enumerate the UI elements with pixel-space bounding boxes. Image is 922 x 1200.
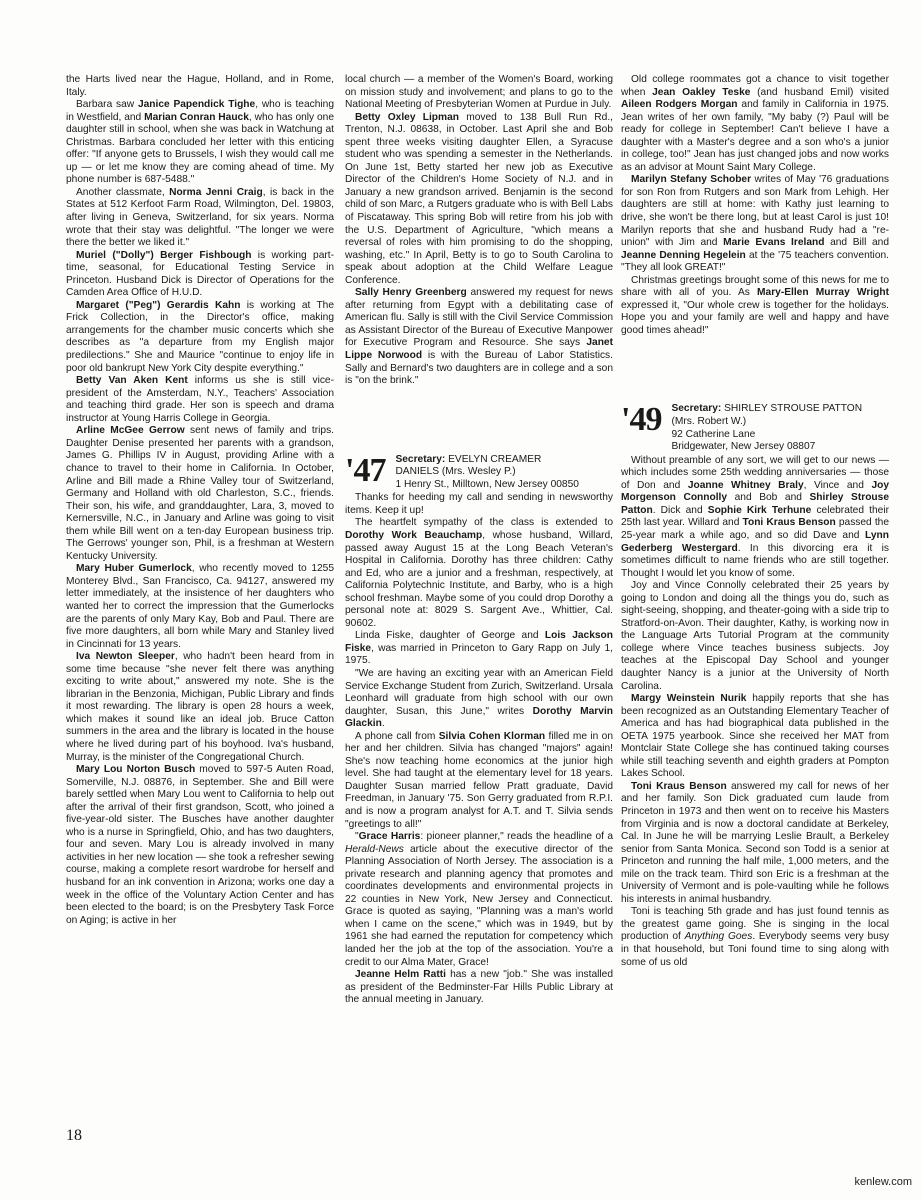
- paragraph: Thanks for heeding my call and sending in newsworthy items. Keep it up!: [345, 492, 613, 516]
- paragraph: A phone call from Silvia Cohen Klorman filled me in on her and her children. Silvia has changed "majors" again! She's now teaching home economics at the junior high level. She had taught at the elementary level for 18 years. Daughter Susan married fellow Pratt graduate, David Freedman, in January '75. Son Gerry graduated from R.P.I. and is now a program analyst for A.T. and T. Silvia sends "greetings to all!": [345, 730, 613, 830]
- column-3-top-text: [621, 74, 889, 337]
- class-47-header: [345, 451, 613, 492]
- paragraph: "Grace Harris: pioneer planner," reads the headline of a Herald-News article about the executive director of the Planning Association of North Jersey. The association is a private research and planning agency that promotes and coordinates developments and environmental projects in 22 counties in New York, New Jersey and Connecticut. Grace is quoted as saying, "Planning was a man's world when I came on the scene," which was in 1949, but by 1961 she had earned the reputation for competency which landed her the job at the top of the association. You're a credit to our Alma Mater, Grace!: [345, 831, 613, 968]
- paragraph: Margaret ("Peg") Gerardis Kahn is working at The Frick Collection, in the Director's office, making arrangements for the chamber music concerts which she describes as "a departure from my English major predilections." She and Maurice "continue to enjoy life in poor old bankrupt New York City despite everything.": [66, 299, 334, 374]
- paragraph: Christmas greetings brought some of this news for me to share with all of you. As Mary-Ellen Murray Wright expressed it, "Our whole crew is together for the holidays. Hope you and your family are well and happy and have good times ahead!": [621, 274, 889, 336]
- paragraph: Old college roommates got a chance to visit together when Jean Oakley Teske (and husband Emil) visited Aileen Rodgers Morgan and family in California in 1975. Jean writes of her own family, "My baby (?) Paul will be ready for college in September! Can't believe I have a daughter with a Master's degree and a son who's a junior in college, too!" Jean has just changed jobs and now works as an advisor at Mount Saint Mary College.: [621, 74, 889, 173]
- paragraph: Arline McGee Gerrow sent news of family and trips. Daughter Denise presented her parents with a grandson, James G. Phillips IV in August, providing Arline with a chance to travel to their home in California. In October, Arline and Bill made a Rhine Valley tour of Switzerland, Germany and Holland with old Charleston, S.C., friends. Their son, his wife, and granddaughter, Lara, 3, moved to Kernersville, N.C., in January and Arline was going to visit them while Bill went on a ten-day European business trip. The Gerrows' younger son, Phil, is a freshman at Western Kentucky University.: [66, 425, 334, 562]
- secretary-line-2: DANIELS (Mrs. Wesley P.): [395, 466, 516, 478]
- paragraph: Without preamble of any sort, we will get to our news — which includes some 25th wedding anniversaries — those of Don and Joanne Whitney Braly, Vince and Joy Morgenson Connolly and Bob and Shirley Strouse Patton. Dick and Sophie Kirk Terhune celebrated their 25th last year. Willard and Toni Kraus Benson passed the 25-year mark a while ago, and so did Dave and Lynn Gederberg Westergard. In this divorcing era it is sometimes difficult to name friends who are still together. Thought I would let you know of some.: [621, 454, 890, 579]
- class-47-secretary: [395, 454, 578, 492]
- paragraph: Linda Fiske, daughter of George and Lois Jackson Fiske, was married in Princeton to Gary Rapp on July 1, 1975.: [345, 630, 613, 667]
- secretary-name: EVELYN CREAMER: [448, 453, 542, 465]
- secretary-label: Secretary:: [671, 403, 722, 415]
- paragraph: local church — a member of the Women's Board, working on mission study and involvement; and plans to go to the National Meeting of Presbyterian Women at Purdue in July.: [345, 74, 613, 111]
- paragraph: Betty Oxley Lipman moved to 138 Bull Run Rd., Trenton, N.J. 08638, in October. Last April she and Bob spent three weeks visiting daughter Ellen, a Syracuse student who was spending a semester in the Netherlands. On June 1st, Betty started her new job as Executive Director of the Children's Home Society of N.J. and in January a new grandson arrived. Benjamin is the second child of son Marc, a Rutgers graduate who is with Bell Labs of Piscataway. This spring Bob will retire from his job with the U.S. Department of Agriculture, "which means a reversal of roles with him promising to do the shopping, washing, etc." In April, Betty is to go to South Carolina to speak about adoption at the Child Welfare League Conference.: [345, 111, 613, 286]
- paragraph: "We are having an exciting year with an American Field Service Exchange Student from Zurich, Switzerland. Ursala Leonhard will graduate from high school with our own daughter, Susan, this June," writes Dorothy Marvin Glackin.: [345, 667, 613, 730]
- secretary-label: Secretary:: [395, 453, 446, 465]
- paragraph: Muriel ("Dolly") Berger Fishbough is working part-time, seasonal, for Educational Testing Service in Princeton. Husband Dick is Director of Operations for the Camden Area Office of H.U.D.: [66, 249, 334, 299]
- paragraph: Iva Newton Sleeper, who hadn't been heard from in some time because "she never felt there was anything exciting to write about," answered my note. She is the librarian in the Benzonia, Michigan, Public Library and finds it most rewarding. The library is open 28 hours a week, which makes it sound like an ideal job. Bruce Catton summers in the area and the library is located in the house where he lived during part of his boyhood. Iva's husband, Murray, is the minister of the Congregational Church.: [66, 651, 334, 763]
- paragraph: The heartfelt sympathy of the class is extended to Dorothy Work Beauchamp, whose husband, Willard, passed away August 15 at the Long Beach Veteran's Hospital in California. Dorothy has three children: Cathy and Ed, who are a junior and a freshman, respectively, at California Polytechnic Institute, and Barby, who is a high school freshman. Maybe some of you could drop Dorothy a personal note at: 8029 S. Sargent Ave., Whittier, Cal. 90602.: [345, 517, 613, 629]
- column-3-bottom-text: [621, 455, 889, 969]
- secretary-name: SHIRLEY STROUSE PATTON: [724, 403, 863, 415]
- class-year-49: '49: [621, 401, 662, 439]
- paragraph: Another classmate, Norma Jenni Craig, is back in the States at 512 Kerfoot Farm Road, Wilmington, Del. 19803, after living in Geneva, Switzerland, for six years. Norma wrote that their stay was delightful. "The longer we were there the better we liked it.": [66, 186, 334, 249]
- paragraph: Margy Weinstein Nurik happily reports that she has been recognized as an Outstanding Elementary Teacher of America and has had biographical data published in the OETA 1975 yearbook. Since she received her MAT from Montclair State College she has continued taking courses while still teaching seventh and eighth graders at Pompton Lakes School.: [621, 693, 889, 780]
- secretary-line-3: 92 Catherine Lane: [671, 428, 756, 440]
- paragraph: Sally Henry Greenberg answered my request for news after returning from Egypt with a debilitating case of American flu. Sally is still with the Civil Service Commission as Assistant Director of the Bureau of Executive Manpower for Executive Program and Resource. She says Janet Lippe Norwood is with the Bureau of Labor Statistics. Sally and Bernard's two daughters are in college and a son is "on the brink.": [345, 287, 613, 387]
- paragraph: Betty Van Aken Kent informs us she is still vice-president of the Amsterdam, N.Y., Teachers' Association and teaching third grade. Her son is speech and drama instructor at Young Harris College in Georgia.: [66, 375, 334, 424]
- paragraph: Mary Lou Norton Busch moved to 597-5 Auten Road, Somerville, N.J. 08876, in September. She and Bill were barely settled when Mary Lou went to California to help out after the arrival of their first grandson, Scott, who joined a five-year-old sister. The Busches have another daughter who is a nurse in Springfield, Ohio, and has two daughters, four and seven. Mary Lou is already involved in many activities in her new location — she took a refresher sewing course, making a complete resort wardrobe for herself and husband for an ink convention in Arizona; works one day a week in the office of the Voluntary Action Center and has been elected to the board; is on the Presbytery Task Force on Aging; is active in her: [66, 764, 334, 926]
- class-49-header: [621, 403, 889, 453]
- column-2-top-text: [345, 74, 613, 388]
- class-year-47: '47: [345, 451, 386, 489]
- class-49-secretary: [671, 403, 862, 453]
- paragraph: Mary Huber Gumerlock, who recently moved to 1255 Monterey Blvd., San Francisco, Ca. 94127, answered my letter immediately, at the insistence of her daughters who wanted her to correct the impression that the Gumerlocks are the parents of only Mary Kay, Bob and Paul. There are five more daughters, all born while Mary and Stanley lived in Cincinnati for 13 years.: [66, 563, 334, 650]
- secretary-line-4: Bridgewater, New Jersey 08807: [671, 441, 816, 453]
- column-3: [621, 74, 889, 969]
- paragraph: Toni Kraus Benson answered my call for news of her and her family. Son Dick graduated cum laude from Princeton in 1973 and then went on to receive his Masters from Virginia and is now a doctoral candidate at Berkeley, Cal. In June he will be marrying Leslie Brault, a Berkeley senior from Santa Monica. Second son Todd is a senior at Princeton and running the half mile, 1,000 meters, and the mile on the track team. Third son Eric is a freshman at the University of Vermont and is pole-vaulting while he follows his interests in animal husbandry.: [621, 780, 889, 905]
- paragraph: Barbara saw Janice Papendick Tighe, who is teaching in Westfield, and Marian Conran Hauck, who has only one daughter still in school, when she was back in Watchung at Christmas. Barbara concluded her letter with this enticing offer: "If anyone gets to Brussels, I wish they would call me up — or let me know they are coming ahead of time. My phone number is 687-5488.": [66, 99, 334, 186]
- column-2-bottom-text: [345, 492, 613, 1006]
- paragraph: Marilyn Stefany Schober writes of May '76 graduations for son Ron from Rutgers and son Mark from Lehigh. Her daughters are still at home: with Kathy just learning to drive, she won't be there long, but at least Carol is just 10! Marilyn reports that she and husband Rudy had a "re-union" with Jim and Marie Evans Ireland and Bill and Jeanne Denning Hegelein at the '75 teachers convention. "They all look GREAT!": [621, 174, 890, 274]
- column-1: [66, 74, 334, 927]
- secretary-line-2: (Mrs. Robert W.): [671, 416, 747, 428]
- paragraph: Joy and Vince Connolly celebrated their 25 years by going to London and doing all the things you do, such as sight-seeing, shopping, and theater-going with a side trip to Stratford-on-Avon. Their daughter, Kathy, is working now in the Language Arts Tutorial Program at the community college where Vince teaches business subjects. Joy teaches at the Episcopal Day School and younger daughter Nancy is a junior at the University of North Carolina.: [621, 580, 889, 692]
- paragraph: Toni is teaching 5th grade and has just found tennis as the greatest game going. She is singing in the local production of Anything Goes. Everybody seems very busy in that household, but Toni found time to sing along with some of us old: [621, 906, 890, 968]
- column-2: [345, 74, 613, 1007]
- watermark: kenlew.com: [854, 1176, 912, 1188]
- paragraph: Jeanne Helm Ratti has a new "job." She was installed as president of the Bedminster-Far Hills Public Library at the annual meeting in January.: [345, 969, 613, 1006]
- page-number: 18: [66, 1127, 82, 1144]
- paragraph: the Harts lived near the Hague, Holland, and in Rome, Italy.: [66, 74, 334, 98]
- secretary-address: 1 Henry St., Milltown, New Jersey 00850: [395, 478, 579, 490]
